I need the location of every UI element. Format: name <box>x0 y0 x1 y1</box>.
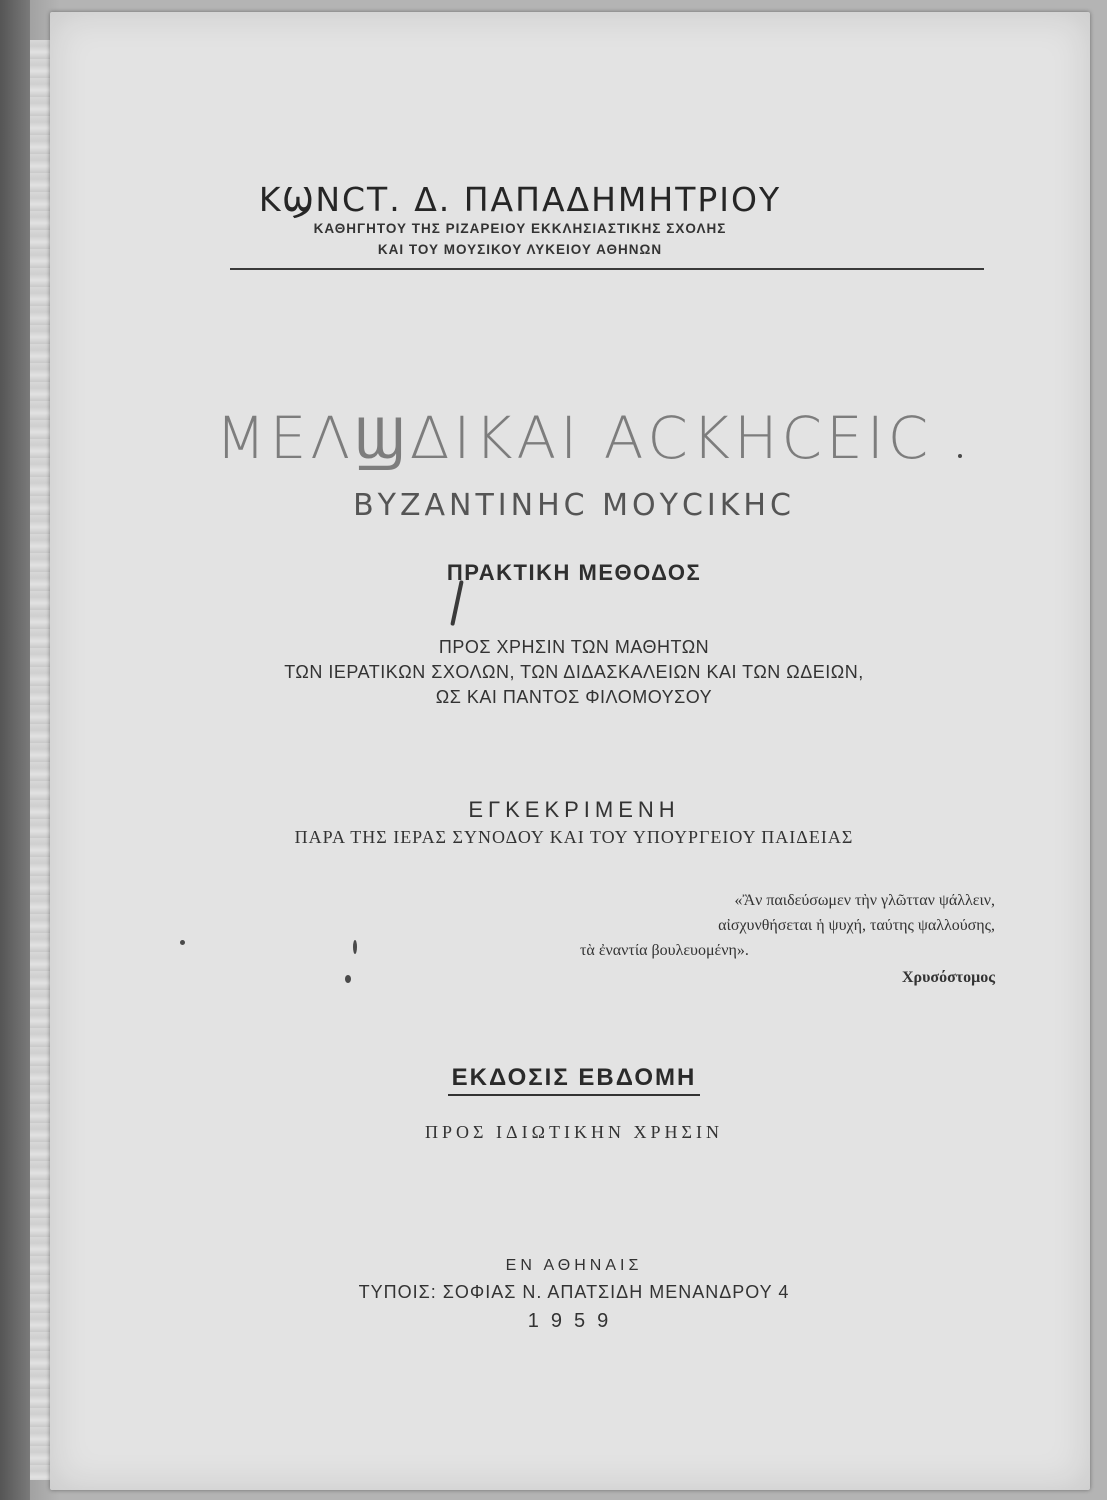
quote-attribution: Χρυσόστομος <box>901 969 995 986</box>
usage-line-2: ΤΩΝ ΙΕΡΑΤΙΚΩΝ ΣΧΟΛΩΝ, ΤΩΝ ΔΙΔΑΣΚΑΛΕΙΩΝ ΚΑΙ ΤΩΝ ΩΔΕΙΩΝ, <box>284 662 864 682</box>
quote-line-2: αἰσχυνθήσεται ἡ ψυχή, ταύτης ψαλλούσης, <box>718 917 995 934</box>
imprint-place: ΕΝ ΑΘΗΝΑΙΣ <box>505 1257 643 1274</box>
paper-speck <box>353 940 357 954</box>
book-subtitle: ΒΥΖΑΝΤΙΝΗϹ ΜΟΥϹΙΚΗϹ <box>353 488 795 523</box>
header-rule <box>230 268 984 270</box>
usage-line-3: ΩΣ ΚΑΙ ΠΑΝΤΟΣ ΦΙΛΟΜΟΥΣΟΥ <box>435 687 713 707</box>
author-name: ΚϢΝϹΤ. Δ. ΠΑΠΑΔΗΜΗΤΡΙΟΥ <box>258 180 782 219</box>
approval-label: ΕΓΚΕΚΡΙΜΕΝΗ <box>468 797 680 822</box>
edition-note: ΠΡΟΣ ΙΔΙΩΤΙΚΗΝ ΧΡΗΣΙΝ <box>425 1122 723 1142</box>
paper-speck <box>958 454 962 458</box>
edition-label-text: ΕΚΔΟΣΙΣ ΕΒΔΟΜΗ <box>448 1064 701 1096</box>
title-page <box>50 12 1090 1490</box>
method-heading: ΠΡΑΚΤΙΚΗ ΜΕΘΟΔΟΣ <box>446 560 702 585</box>
author-affiliation-line-1: ΚΑΘΗΓΗΤΟΥ ΤΗΣ ΡΙΖΑΡΕΙΟΥ ΕΚΚΛΗΣΙΑΣΤΙΚΗΣ ΣΧΟΛΗΣ <box>313 221 727 236</box>
author-affiliation-line-2: ΚΑΙ ΤΟΥ ΜΟΥΣΙΚΟΥ ΛΥΚΕΙΟΥ ΑΘΗΝΩΝ <box>377 242 663 257</box>
book-title: ΜΕΛϢΔΙΚΑΙ ΑϹΚΗϹΕΙϹ <box>215 404 933 472</box>
paper-speck <box>180 940 185 945</box>
quote-line-1: «Ἂν παιδεύσωμεν τὴν γλῶτταν ψάλλειν, <box>734 892 995 909</box>
approval-authority: ΠΑΡΑ ΤΗΣ ΙΕΡΑΣ ΣΥΝΟΔΟΥ ΚΑΙ ΤΟΥ ΥΠΟΥΡΓΕΙΟΥ ΠΑΙΔΕΙΑΣ <box>294 827 854 847</box>
binding-shadow <box>0 0 30 1500</box>
ink-mark <box>450 580 463 626</box>
quote-line-3: τὰ ἐναντία βουλευομένη». <box>580 942 749 959</box>
imprint-printer: ΤΥΠΟΙΣ: ΣΟΦΙΑΣ Ν. ΑΠΑΤΣΙΔΗ ΜΕΝΑΝΔΡΟΥ 4 <box>358 1282 790 1302</box>
imprint-year: 1959 <box>527 1310 621 1332</box>
paper-speck <box>345 975 351 983</box>
usage-line-1: ΠΡΟΣ ΧΡΗΣΙΝ ΤΩΝ ΜΑΘΗΤΩΝ <box>438 637 710 657</box>
edition-label <box>170 1064 978 1096</box>
